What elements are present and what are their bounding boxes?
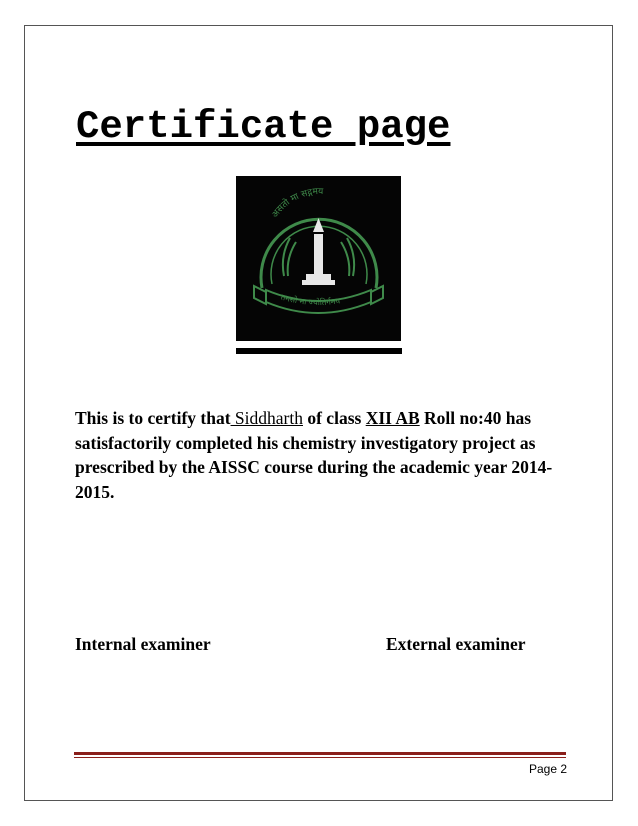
emblem-logo-icon	[236, 176, 401, 341]
class-name: XII AB	[365, 408, 420, 428]
student-name: Siddharth	[230, 408, 303, 428]
certificate-statement	[75, 406, 555, 504]
certificate-body: has satisfactorily completed his chemistry investigatory project as prescribed by the AISSC course during the academic year 2014-2015.	[75, 408, 553, 502]
roll-number: Roll no:40	[419, 408, 502, 428]
external-examiner-label: External examiner	[386, 634, 526, 654]
certificate-intro: This is to certify that	[75, 408, 231, 428]
internal-examiner-label: Internal examiner	[75, 634, 211, 654]
page-number: Page 2	[529, 762, 568, 776]
emblem-bottom-motto: तमसो मा ज्योतिर्गमय	[279, 292, 341, 308]
footer-rule-thin	[74, 757, 566, 758]
school-emblem	[236, 176, 401, 341]
page-title: Certificate page	[76, 105, 451, 149]
emblem-underline	[236, 348, 402, 354]
footer-rule	[74, 752, 566, 755]
emblem-top-motto: असतो मा सद्गमय	[270, 186, 324, 220]
certificate-of-class: of class	[302, 408, 366, 428]
